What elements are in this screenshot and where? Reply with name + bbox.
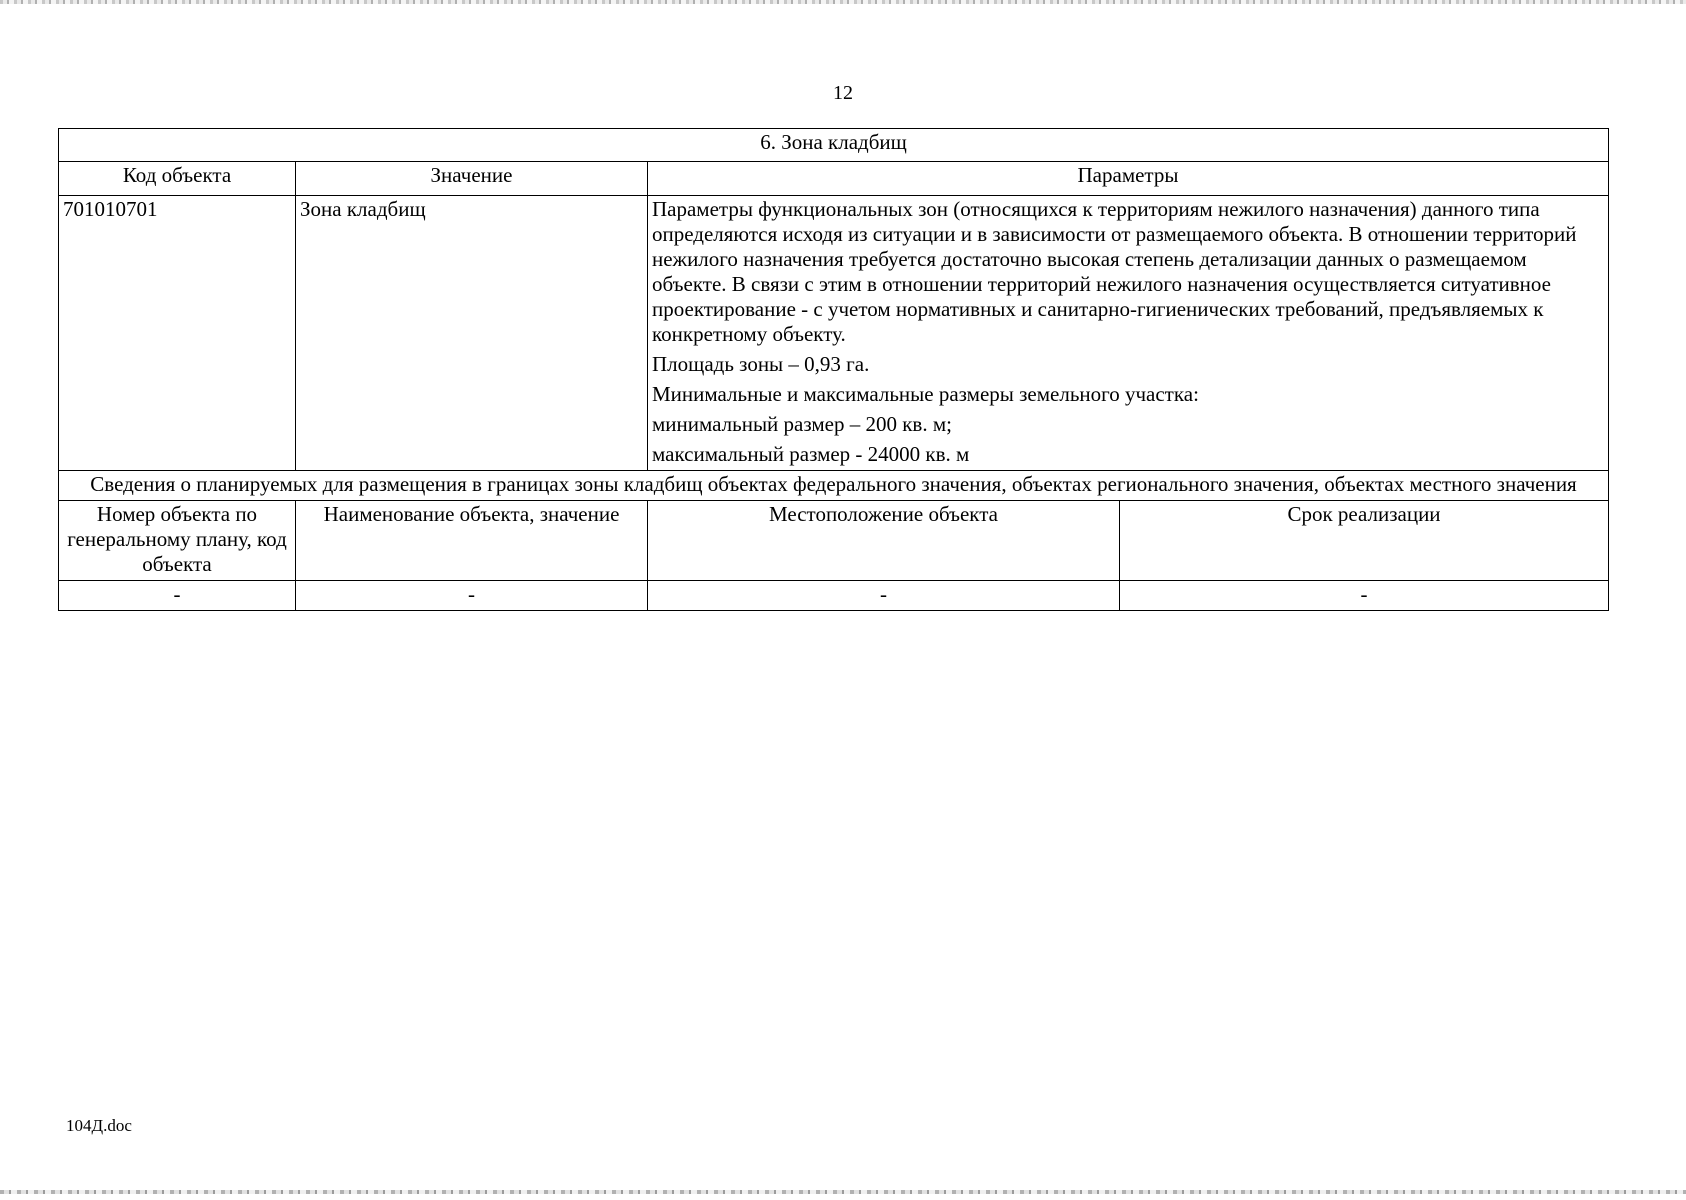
objects-header-term: Срок реализации (1120, 501, 1609, 581)
footer-file-name: 104Д.doc (66, 1116, 132, 1135)
header-value: Значение (296, 162, 648, 196)
zone-table (58, 128, 1609, 611)
objects-header-name: Наименование объекта, значение (296, 501, 648, 581)
plot-size-title: Минимальные и максимальные размеры земельного участка: (652, 382, 1199, 406)
plot-size-max: максимальный размер - 24000 кв. м (652, 442, 970, 466)
objects-header-row (59, 501, 1609, 581)
section-title: 6. Зона кладбищ (59, 129, 1609, 162)
scan-edge-bottom (0, 1190, 1686, 1194)
objects-cell-location: - (648, 581, 1120, 611)
header-params: Параметры (648, 162, 1609, 196)
header-code: Код объекта (59, 162, 296, 196)
objects-info-row (59, 471, 1609, 501)
objects-header-location: Местоположение объекта (648, 501, 1120, 581)
zone-area: Площадь зоны – 0,93 га. (652, 352, 870, 376)
page-number: 12 (833, 82, 853, 104)
row-code: 701010701 (59, 196, 296, 471)
section-title-row (59, 129, 1609, 162)
params-text: Параметры функциональных зон (относящихся к территориям нежилого назначения) данного типа определяются исходя из ситуации и в зависимости от размещаемого объекта. В отношении территорий нежилого назначения требуется достаточно высокая степень детализации данных о размещаемом объекте. В связи с этим в отношении территорий нежилого назначения осуществляется ситуативное проектирование - с учетом нормативных и санитарно-гигиенических требований, предъявляемых к конкретному объекту. (652, 197, 1577, 346)
objects-header-number: Номер объекта по генеральному плану, код объекта (59, 501, 296, 581)
scan-edge-top (0, 0, 1686, 4)
table-row (59, 196, 1609, 471)
objects-info-title: Сведения о планируемых для размещения в границах зоны кладбищ объектах федерального значения, объектах регионального значения, объектах местного значения (59, 471, 1609, 501)
objects-row (59, 581, 1609, 611)
row-value: Зона кладбищ (296, 196, 648, 471)
row-params (648, 196, 1609, 471)
header-row (59, 162, 1609, 196)
objects-cell-name: - (296, 581, 648, 611)
objects-cell-term: - (1120, 581, 1609, 611)
objects-cell-number: - (59, 581, 296, 611)
plot-size-min: минимальный размер – 200 кв. м; (652, 412, 952, 436)
